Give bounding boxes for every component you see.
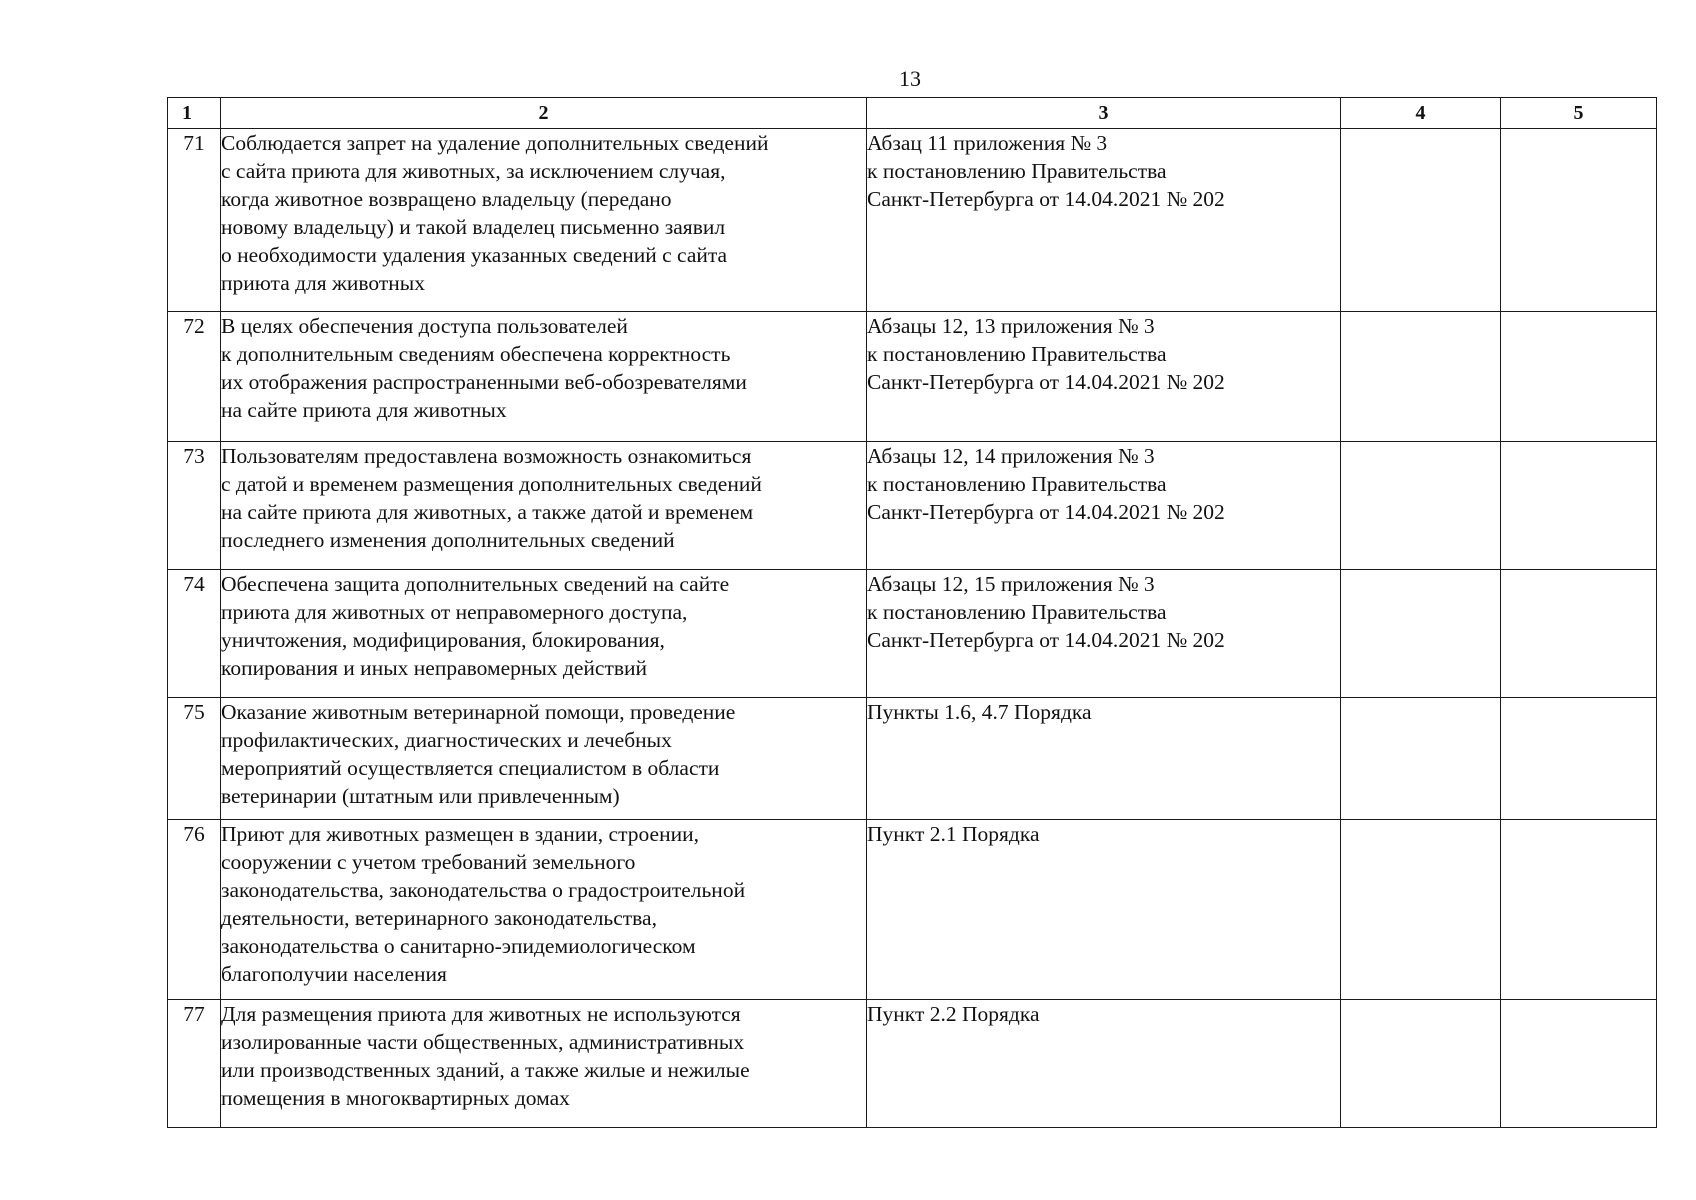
row-number: 71 xyxy=(168,129,221,312)
table-row xyxy=(168,698,1657,820)
column-5-cell xyxy=(1501,570,1657,698)
table-row xyxy=(168,129,1657,312)
table-header-row xyxy=(168,98,1657,129)
row-number: 72 xyxy=(168,312,221,442)
table-row xyxy=(168,1000,1657,1128)
checklist-table xyxy=(167,97,1657,1128)
column-5-cell xyxy=(1501,820,1657,1000)
requirement-cell: Пользователям предоставлена возможность ознакомиться с датой и временем размещения дополнительных сведений на сайте приюта для животных, а также датой и временем последнего изменения дополнительных сведений xyxy=(221,442,867,570)
column-header-2: 2 xyxy=(221,98,867,129)
reference-cell: Пункты 1.6, 4.7 Порядка xyxy=(867,698,1341,820)
table-row xyxy=(168,312,1657,442)
reference-cell: Абзацы 12, 15 приложения № 3 к постановлению Правительства Санкт-Петербурга от 14.04.2021 № 202 xyxy=(867,570,1341,698)
column-header-3: 3 xyxy=(867,98,1341,129)
row-number: 73 xyxy=(168,442,221,570)
requirement-cell: Соблюдается запрет на удаление дополнительных сведений с сайта приюта для животных, за исключением случая, когда животное возвращено владельцу (передано новому владельцу) и такой владелец письменно заявил о необходимости удаления указанных сведений с сайта приюта для животных xyxy=(221,129,867,312)
column-header-4: 4 xyxy=(1341,98,1501,129)
requirement-cell: В целях обеспечения доступа пользователей к дополнительным сведениям обеспечена корректность их отображения распространенными веб-обозревателями на сайте приюта для животных xyxy=(221,312,867,442)
column-5-cell xyxy=(1501,698,1657,820)
reference-cell: Абзацы 12, 14 приложения № 3 к постановлению Правительства Санкт-Петербурга от 14.04.2021 № 202 xyxy=(867,442,1341,570)
requirement-cell: Обеспечена защита дополнительных сведений на сайте приюта для животных от неправомерного доступа, уничтожения, модифицирования, блокирования, копирования и иных неправомерных действий xyxy=(221,570,867,698)
row-number: 77 xyxy=(168,1000,221,1128)
column-4-cell xyxy=(1341,820,1501,1000)
table-row xyxy=(168,570,1657,698)
row-number: 75 xyxy=(168,698,221,820)
column-4-cell xyxy=(1341,442,1501,570)
column-5-cell xyxy=(1501,312,1657,442)
reference-cell: Пункт 2.2 Порядка xyxy=(867,1000,1341,1128)
column-4-cell xyxy=(1341,1000,1501,1128)
column-4-cell xyxy=(1341,570,1501,698)
requirement-cell: Приют для животных размещен в здании, строении, сооружении с учетом требований земельного законодательства, законодательства о градостроительной деятельности, ветеринарного законодательства, законодательства о санитарно-эпидемиологическом благополучии населения xyxy=(221,820,867,1000)
column-5-cell xyxy=(1501,129,1657,312)
column-header-1: 1 xyxy=(168,98,221,129)
reference-cell: Абзац 11 приложения № 3 к постановлению Правительства Санкт-Петербурга от 14.04.2021 № 202 xyxy=(867,129,1341,312)
page-number: 13 xyxy=(899,66,921,91)
row-number: 74 xyxy=(168,570,221,698)
row-number: 76 xyxy=(168,820,221,1000)
reference-cell: Абзацы 12, 13 приложения № 3 к постановлению Правительства Санкт-Петербурга от 14.04.2021 № 202 xyxy=(867,312,1341,442)
table-row xyxy=(168,442,1657,570)
column-5-cell xyxy=(1501,1000,1657,1128)
column-5-cell xyxy=(1501,442,1657,570)
column-header-5: 5 xyxy=(1501,98,1657,129)
table-row xyxy=(168,820,1657,1000)
column-4-cell xyxy=(1341,698,1501,820)
column-4-cell xyxy=(1341,312,1501,442)
requirement-cell: Оказание животным ветеринарной помощи, проведение профилактических, диагностических и лечебных мероприятий осуществляется специалистом в области ветеринарии (штатным или привлеченным) xyxy=(221,698,867,820)
column-4-cell xyxy=(1341,129,1501,312)
reference-cell: Пункт 2.1 Порядка xyxy=(867,820,1341,1000)
requirement-cell: Для размещения приюта для животных не используются изолированные части общественных, административных или производственных зданий, а также жилые и нежилые помещения в многоквартирных домах xyxy=(221,1000,867,1128)
